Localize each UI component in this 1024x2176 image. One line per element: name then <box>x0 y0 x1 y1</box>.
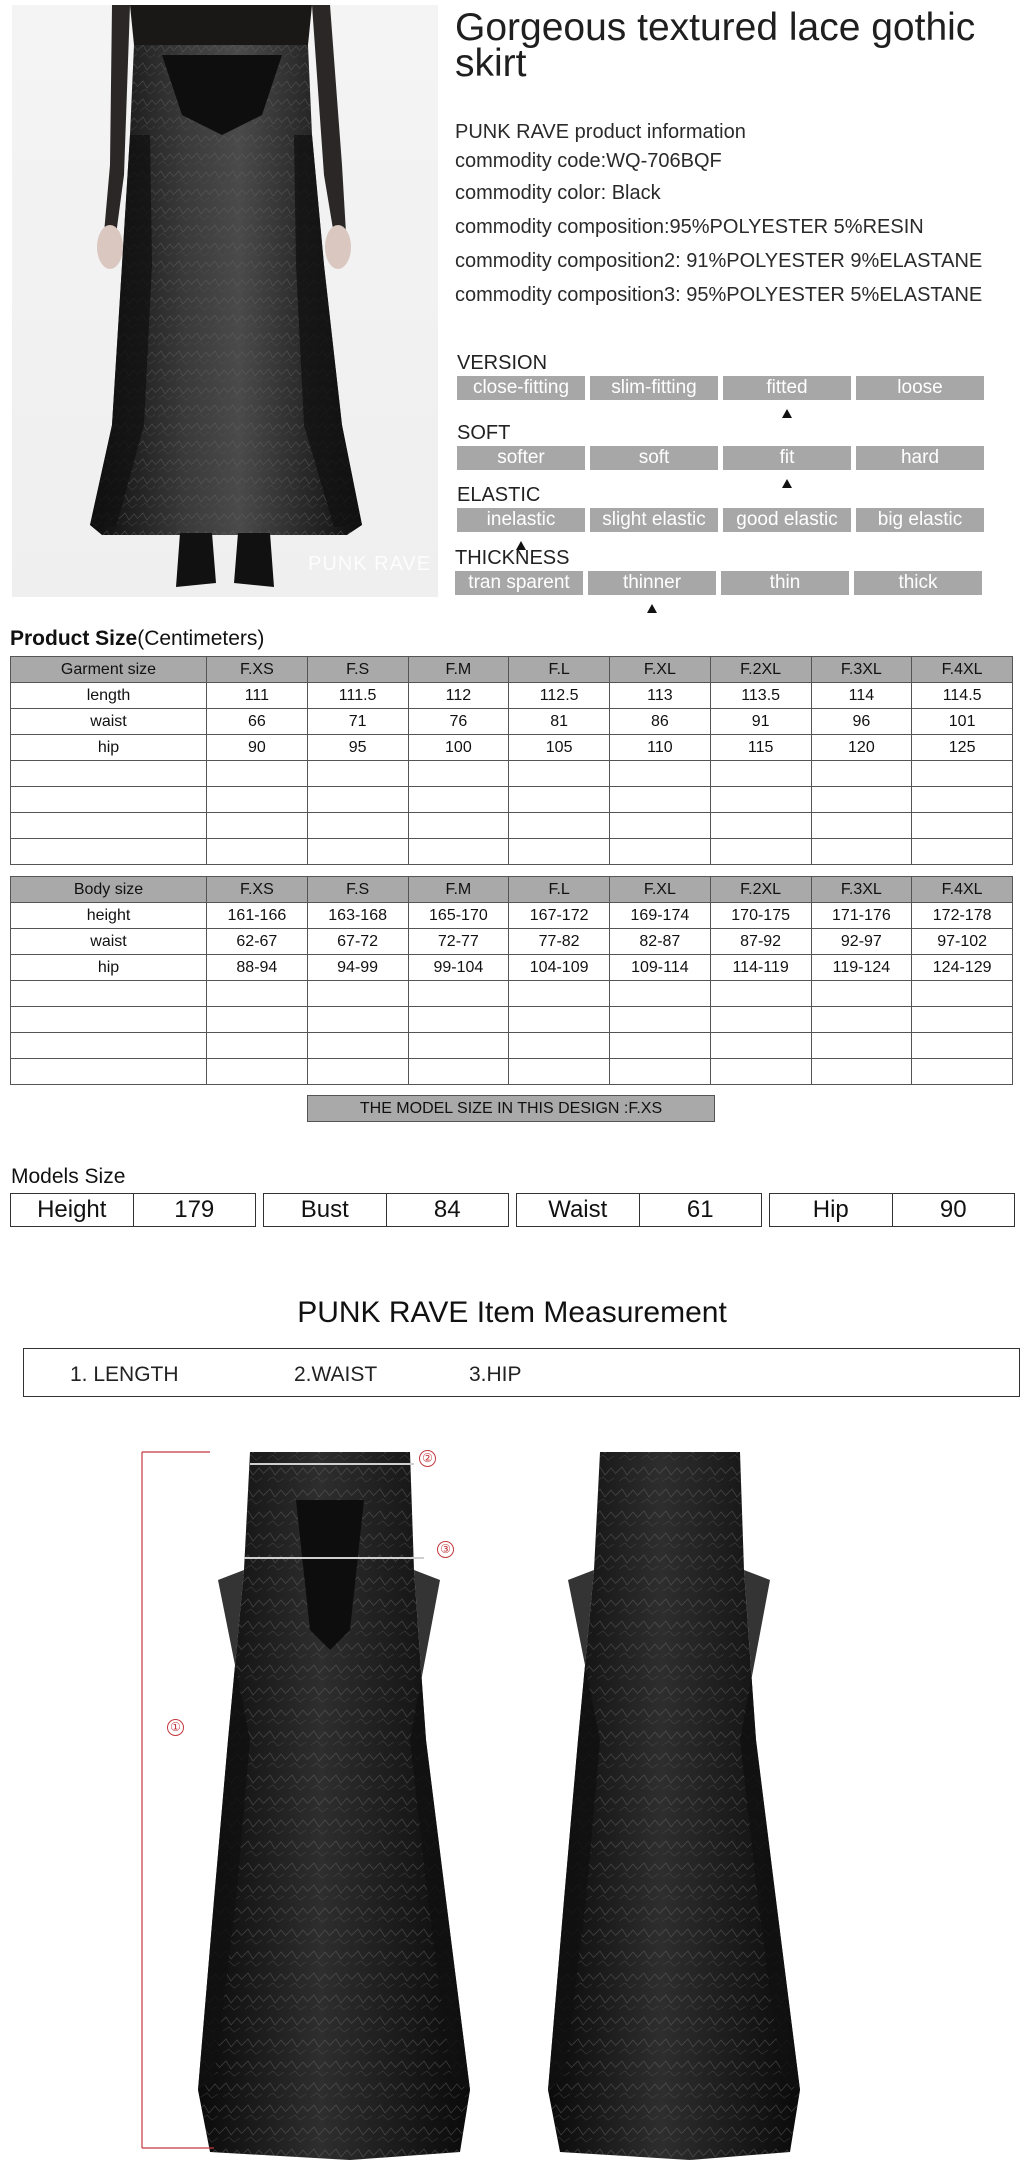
table-cell <box>307 839 408 865</box>
table-cell <box>509 1007 610 1033</box>
table-header-cell: Garment size <box>11 657 207 683</box>
table-cell <box>811 1007 912 1033</box>
attr-option: good elastic <box>723 508 851 532</box>
table-cell <box>610 1007 711 1033</box>
table-cell: 100 <box>408 735 509 761</box>
table-cell <box>710 981 811 1007</box>
table-cell: 112.5 <box>509 683 610 709</box>
table-header-cell: F.M <box>408 657 509 683</box>
table-cell: 115 <box>710 735 811 761</box>
table-cell <box>408 761 509 787</box>
table-cell <box>408 1059 509 1085</box>
table-cell <box>610 839 711 865</box>
table-cell: waist <box>11 929 207 955</box>
table-cell: waist <box>11 709 207 735</box>
attr-option: close-fitting <box>457 376 585 400</box>
table-header-cell: F.XL <box>610 657 711 683</box>
table-cell: hip <box>11 955 207 981</box>
table-cell: 87-92 <box>710 929 811 955</box>
table-header-cell: F.3XL <box>811 877 912 903</box>
attr-soft <box>457 422 989 470</box>
table-cell: 90 <box>207 735 308 761</box>
table-cell: 170-175 <box>710 903 811 929</box>
table-cell <box>509 1033 610 1059</box>
table-cell <box>408 813 509 839</box>
info-composition-3: commodity composition3: 95%POLYESTER 5%ELASTANE <box>455 284 983 306</box>
table-cell <box>11 761 207 787</box>
table-cell <box>509 787 610 813</box>
table-cell <box>811 813 912 839</box>
table-cell <box>710 1033 811 1059</box>
product-title: Gorgeous textured lace gothic skirt <box>455 6 976 85</box>
table-header-cell: F.XS <box>207 877 308 903</box>
table-cell <box>912 1059 1013 1085</box>
body-size-table <box>10 876 1013 1085</box>
table-row <box>11 1007 1013 1033</box>
table-cell <box>307 813 408 839</box>
measurement-legend <box>23 1348 1020 1397</box>
attr-option: fit <box>723 446 851 470</box>
photo-watermark: PUNK RAVE <box>308 553 432 575</box>
table-cell <box>11 1033 207 1059</box>
table-cell: height <box>11 903 207 929</box>
attr-option: hard <box>856 446 984 470</box>
table-cell: 72-77 <box>408 929 509 955</box>
table-cell <box>912 839 1013 865</box>
info-heading: PUNK RAVE product information <box>455 121 746 143</box>
table-cell <box>207 839 308 865</box>
table-cell <box>811 761 912 787</box>
table-cell <box>509 813 610 839</box>
table-header-cell: F.4XL <box>912 657 1013 683</box>
attr-option: inelastic <box>457 508 585 532</box>
table-header-cell: Body size <box>11 877 207 903</box>
table-row <box>11 839 1013 865</box>
measurement-diagram <box>0 1440 1024 2170</box>
table-cell <box>509 1059 610 1085</box>
table-header-cell: F.XS <box>207 657 308 683</box>
attr-label: ELASTIC <box>457 484 541 506</box>
product-size-title: Product Size(Centimeters) <box>10 627 265 650</box>
table-cell <box>207 1007 308 1033</box>
attr-version <box>457 352 989 400</box>
table-cell: 120 <box>811 735 912 761</box>
product-info <box>455 118 1015 312</box>
table-cell: 67-72 <box>307 929 408 955</box>
table-cell: 114 <box>811 683 912 709</box>
table-header-cell: F.M <box>408 877 509 903</box>
table-cell: 113.5 <box>710 683 811 709</box>
table-cell <box>307 1033 408 1059</box>
models-waist: Waist 61 <box>516 1193 762 1227</box>
table-cell <box>610 1033 711 1059</box>
table-header-row <box>11 657 1013 683</box>
table-cell: 111.5 <box>307 683 408 709</box>
table-cell <box>408 839 509 865</box>
table-cell: 99-104 <box>408 955 509 981</box>
table-cell <box>912 981 1013 1007</box>
measurement-title: PUNK RAVE Item Measurement <box>297 1296 727 1329</box>
attr-option: soft <box>590 446 718 470</box>
table-cell: 161-166 <box>207 903 308 929</box>
marker-length: ① <box>167 1719 184 1736</box>
table-cell <box>11 839 207 865</box>
table-row <box>11 813 1013 839</box>
table-cell: 97-102 <box>912 929 1013 955</box>
table-row <box>11 981 1013 1007</box>
table-cell <box>912 787 1013 813</box>
table-cell <box>811 981 912 1007</box>
table-cell <box>811 1059 912 1085</box>
selected-marker-icon <box>782 409 792 418</box>
table-cell: 109-114 <box>610 955 711 981</box>
table-cell <box>710 1059 811 1085</box>
table-cell <box>408 787 509 813</box>
attr-option: slim-fitting <box>590 376 718 400</box>
table-row <box>11 1033 1013 1059</box>
table-cell: 163-168 <box>307 903 408 929</box>
table-row <box>11 903 1013 929</box>
model-design-size: THE MODEL SIZE IN THIS DESIGN :F.XS <box>307 1095 715 1122</box>
models-size-title: Models Size <box>11 1165 126 1188</box>
attr-option: tran sparent <box>455 571 583 595</box>
table-cell: 114.5 <box>912 683 1013 709</box>
table-cell <box>207 981 308 1007</box>
table-cell <box>509 761 610 787</box>
table-row <box>11 709 1013 735</box>
table-cell: 91 <box>710 709 811 735</box>
models-size-row <box>10 1193 1015 1227</box>
info-composition-1: commodity composition:95%POLYESTER 5%RESIN <box>455 216 924 238</box>
attr-option: softer <box>457 446 585 470</box>
table-cell <box>207 761 308 787</box>
table-cell: 71 <box>307 709 408 735</box>
table-cell <box>509 839 610 865</box>
attr-elastic <box>457 484 989 532</box>
attr-option: slight elastic <box>590 508 718 532</box>
table-cell <box>610 761 711 787</box>
attr-option: thin <box>721 571 849 595</box>
table-cell <box>207 1059 308 1085</box>
table-cell <box>811 1033 912 1059</box>
models-height: Height 179 <box>10 1193 256 1227</box>
table-cell: 169-174 <box>610 903 711 929</box>
attr-option: fitted <box>723 376 851 400</box>
table-row <box>11 683 1013 709</box>
table-cell: 76 <box>408 709 509 735</box>
table-cell <box>912 1007 1013 1033</box>
product-photo <box>12 5 438 597</box>
table-row <box>11 787 1013 813</box>
table-cell <box>610 787 711 813</box>
table-row <box>11 761 1013 787</box>
table-cell: 81 <box>509 709 610 735</box>
attr-option: big elastic <box>856 508 984 532</box>
table-cell <box>307 1007 408 1033</box>
table-cell: 167-172 <box>509 903 610 929</box>
table-cell <box>610 813 711 839</box>
models-bust: Bust 84 <box>263 1193 509 1227</box>
table-cell: 105 <box>509 735 610 761</box>
table-cell <box>710 839 811 865</box>
selected-marker-icon <box>647 604 657 613</box>
table-cell: length <box>11 683 207 709</box>
table-cell: 104-109 <box>509 955 610 981</box>
info-code: commodity code:WQ-706BQF <box>455 150 722 172</box>
table-cell <box>11 787 207 813</box>
model-illustration <box>12 5 438 597</box>
table-cell <box>710 813 811 839</box>
table-header-cell: F.S <box>307 877 408 903</box>
table-cell <box>408 1033 509 1059</box>
table-cell <box>610 981 711 1007</box>
table-cell <box>307 787 408 813</box>
table-cell: 114-119 <box>710 955 811 981</box>
table-cell: 66 <box>207 709 308 735</box>
table-cell <box>610 1059 711 1085</box>
table-cell <box>207 813 308 839</box>
table-cell <box>509 981 610 1007</box>
table-cell: 88-94 <box>207 955 308 981</box>
models-hip: Hip 90 <box>769 1193 1015 1227</box>
table-cell: 112 <box>408 683 509 709</box>
table-row <box>11 955 1013 981</box>
table-cell: 124-129 <box>912 955 1013 981</box>
table-cell <box>710 1007 811 1033</box>
table-cell <box>207 787 308 813</box>
attr-thickness <box>455 547 987 595</box>
table-cell: 125 <box>912 735 1013 761</box>
attr-label: THICKNESS <box>455 547 570 569</box>
table-cell: 77-82 <box>509 929 610 955</box>
table-cell: 165-170 <box>408 903 509 929</box>
table-header-cell: F.L <box>509 877 610 903</box>
table-cell <box>811 787 912 813</box>
measure-item-length: 1. LENGTH <box>70 1363 179 1386</box>
skirt-flat-illustration <box>0 1440 1024 2170</box>
table-cell: 82-87 <box>610 929 711 955</box>
table-cell <box>710 761 811 787</box>
measure-item-waist: 2.WAIST <box>294 1363 378 1386</box>
table-cell <box>710 787 811 813</box>
table-header-cell: F.4XL <box>912 877 1013 903</box>
marker-hip: ③ <box>437 1541 454 1558</box>
table-cell: 172-178 <box>912 903 1013 929</box>
table-cell <box>912 813 1013 839</box>
table-row <box>11 735 1013 761</box>
table-header-cell: F.L <box>509 657 610 683</box>
table-cell <box>408 1007 509 1033</box>
table-cell <box>11 813 207 839</box>
table-cell <box>307 981 408 1007</box>
table-header-cell: F.2XL <box>710 877 811 903</box>
table-cell <box>11 1059 207 1085</box>
table-row <box>11 1059 1013 1085</box>
table-header-cell: F.S <box>307 657 408 683</box>
attr-option: thick <box>854 571 982 595</box>
table-cell: 92-97 <box>811 929 912 955</box>
table-cell <box>307 761 408 787</box>
table-cell <box>11 1007 207 1033</box>
table-cell <box>207 1033 308 1059</box>
table-cell: 119-124 <box>811 955 912 981</box>
attr-label: SOFT <box>457 422 511 444</box>
info-color: commodity color: Black <box>455 182 661 204</box>
table-cell: 95 <box>307 735 408 761</box>
measure-item-hip: 3.HIP <box>469 1363 522 1386</box>
garment-size-table <box>10 656 1013 865</box>
table-cell <box>912 761 1013 787</box>
attr-option: loose <box>856 376 984 400</box>
attr-option: thinner <box>588 571 716 595</box>
table-cell <box>11 981 207 1007</box>
table-header-cell: F.2XL <box>710 657 811 683</box>
table-cell: 62-67 <box>207 929 308 955</box>
attr-label: VERSION <box>457 352 548 374</box>
table-cell: 111 <box>207 683 308 709</box>
table-header-cell: F.XL <box>610 877 711 903</box>
marker-waist: ② <box>419 1450 436 1467</box>
table-cell: 113 <box>610 683 711 709</box>
table-cell <box>408 981 509 1007</box>
table-cell <box>307 1059 408 1085</box>
table-cell: 94-99 <box>307 955 408 981</box>
table-cell: hip <box>11 735 207 761</box>
table-row <box>11 929 1013 955</box>
table-cell <box>811 839 912 865</box>
table-header-row <box>11 877 1013 903</box>
table-cell: 86 <box>610 709 711 735</box>
table-cell <box>912 1033 1013 1059</box>
table-cell: 110 <box>610 735 711 761</box>
table-header-cell: F.3XL <box>811 657 912 683</box>
table-cell: 96 <box>811 709 912 735</box>
table-cell: 171-176 <box>811 903 912 929</box>
table-cell: 101 <box>912 709 1013 735</box>
info-composition-2: commodity composition2: 91%POLYESTER 9%ELASTANE <box>455 250 983 272</box>
